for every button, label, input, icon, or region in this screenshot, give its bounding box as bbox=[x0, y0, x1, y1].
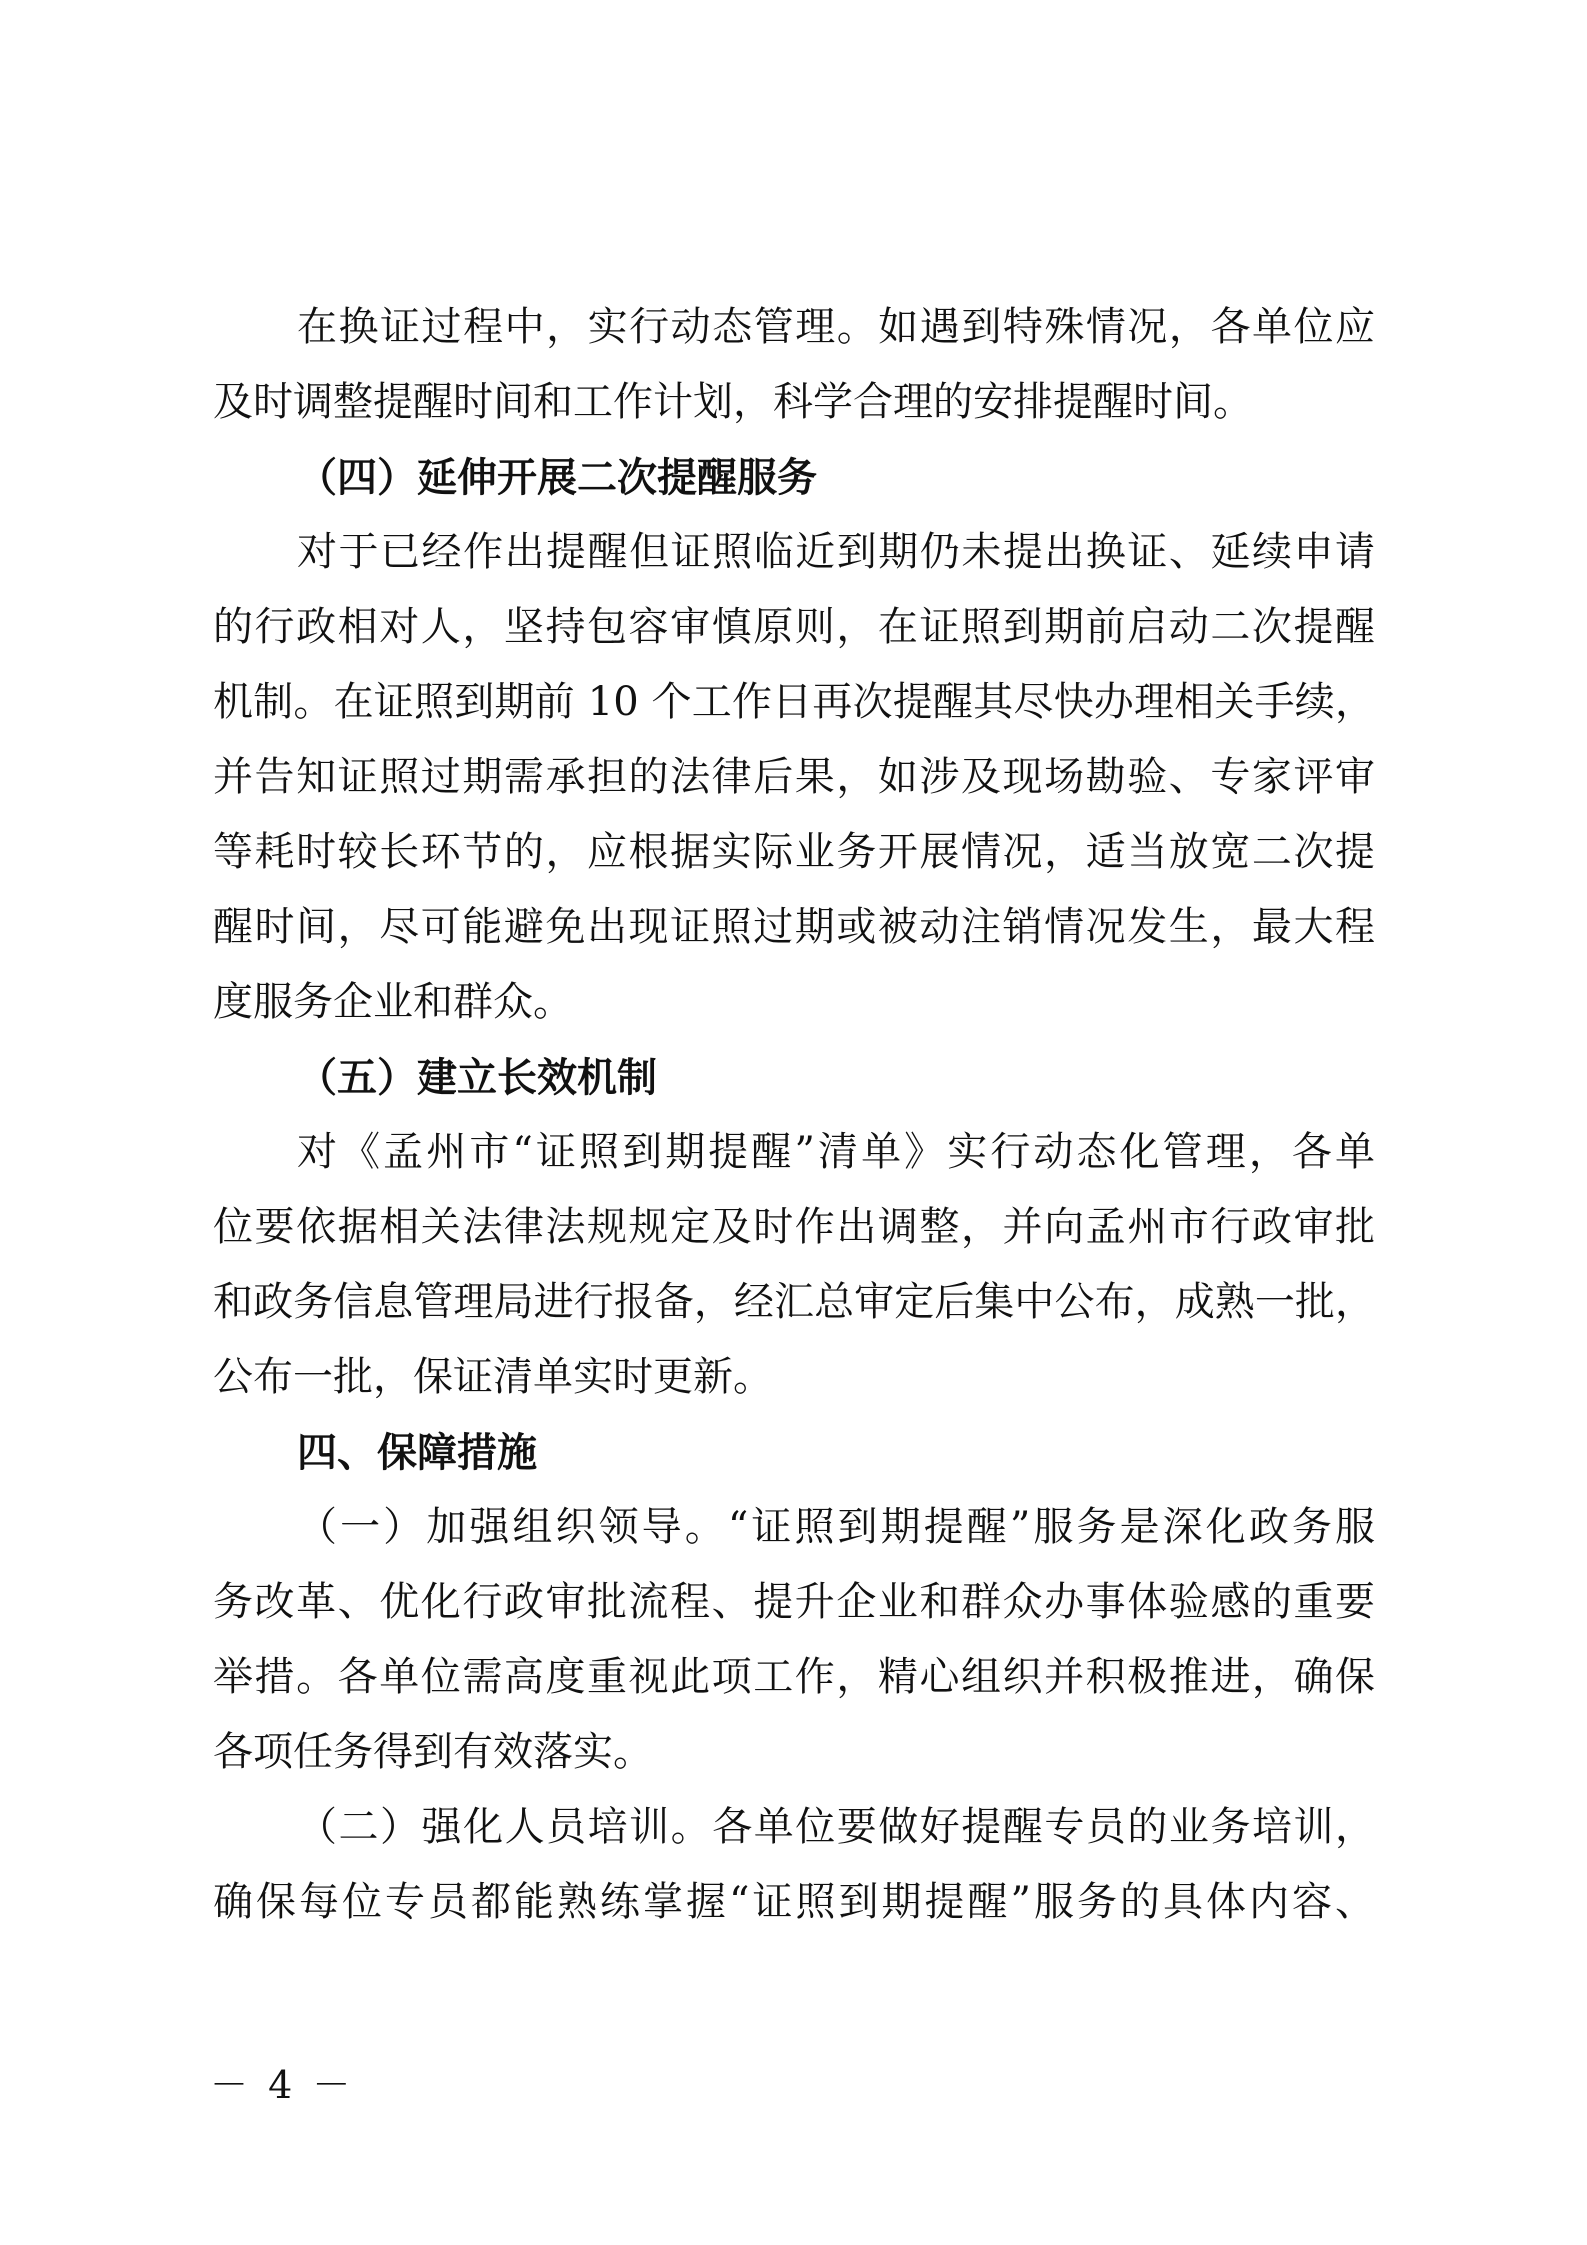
paragraph-line: 机制。在证照到期前 10 个工作日再次提醒其尽快办理相关手续， bbox=[213, 679, 1375, 725]
paragraph-line: 及时调整提醒时间和工作计划，科学合理的安排提醒时间。 bbox=[213, 379, 1253, 425]
paragraph-line: 度服务企业和群众。 bbox=[213, 979, 573, 1025]
chapter-heading: 四、保障措施 bbox=[297, 1429, 537, 1476]
section-heading: （五）建立长效机制 bbox=[297, 1054, 657, 1101]
paragraph-line: 务改革、优化行政审批流程、提升企业和群众办事体验感的重要 bbox=[213, 1579, 1375, 1625]
paragraph-line: 公布一批，保证清单实时更新。 bbox=[213, 1354, 773, 1400]
paragraph-line: 等耗时较长环节的，应根据实际业务开展情况，适当放宽二次提 bbox=[213, 829, 1375, 875]
paragraph-line: 的行政相对人，坚持包容审慎原则，在证照到期前启动二次提醒 bbox=[213, 604, 1375, 650]
paragraph-line: 对《孟州市“证照到期提醒”清单》实行动态化管理，各单 bbox=[297, 1129, 1375, 1175]
paragraph-line: 在换证过程中，实行动态管理。如遇到特殊情况，各单位应 bbox=[297, 304, 1375, 350]
paragraph-line: 各项任务得到有效落实。 bbox=[213, 1729, 653, 1775]
paragraph-line: 位要依据相关法律法规规定及时作出调整，并向孟州市行政审批 bbox=[213, 1204, 1375, 1250]
document-body bbox=[213, 290, 1375, 1940]
paragraph-line: （一）加强组织领导。“证照到期提醒”服务是深化政务服 bbox=[297, 1504, 1375, 1550]
paragraph-line: 确保每位专员都能熟练掌握“证照到期提醒”服务的具体内容、 bbox=[213, 1879, 1375, 1925]
page-number: － 4 － bbox=[210, 2063, 355, 2107]
paragraph-line: 和政务信息管理局进行报备，经汇总审定后集中公布，成熟一批， bbox=[213, 1279, 1375, 1325]
paragraph-line: 并告知证照过期需承担的法律后果，如涉及现场勘验、专家评审 bbox=[213, 754, 1375, 800]
paragraph-line: 举措。各单位需高度重视此项工作，精心组织并积极推进，确保 bbox=[213, 1654, 1375, 1700]
paragraph-line: 对于已经作出提醒但证照临近到期仍未提出换证、延续申请 bbox=[297, 529, 1375, 575]
section-heading: （四）延伸开展二次提醒服务 bbox=[297, 454, 817, 501]
paragraph-line: 醒时间，尽可能避免出现证照过期或被动注销情况发生，最大程 bbox=[213, 904, 1375, 950]
paragraph-line: （二）强化人员培训。各单位要做好提醒专员的业务培训， bbox=[297, 1804, 1375, 1850]
